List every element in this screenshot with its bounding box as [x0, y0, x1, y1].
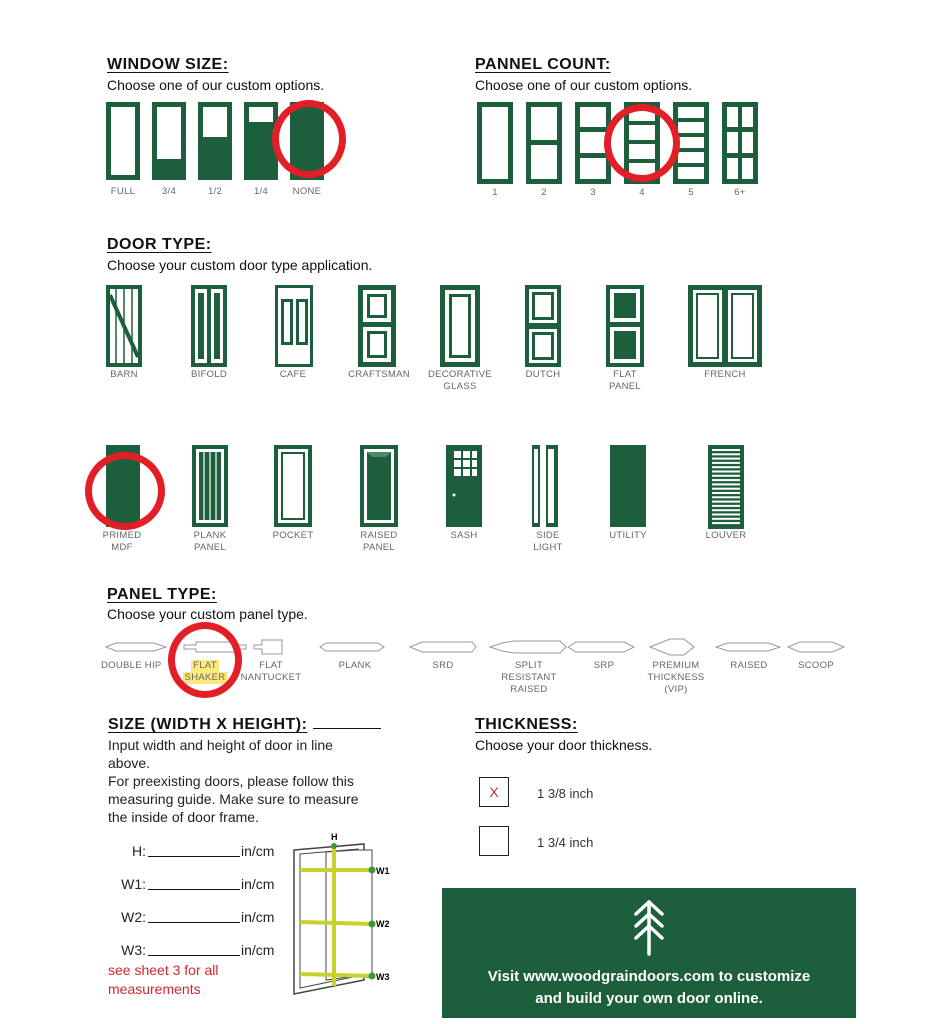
panel-count-6-plus-icon [722, 102, 758, 184]
flat-nantucket-profile-icon [254, 640, 282, 654]
panel-type-label: DOUBLE HIP [101, 660, 162, 671]
door-type-label: RAISED PANEL [360, 530, 398, 553]
pocket-door-icon [274, 445, 312, 527]
dutch-door-icon [525, 285, 561, 367]
panel-type-heading: PANEL TYPE: [107, 586, 217, 603]
panel-type-label: SPLIT RESISTANT RAISED [501, 660, 557, 695]
panel-type-label: SCOOP [798, 660, 834, 671]
door-type-label: DECORATIVE GLASS [427, 369, 493, 392]
louver-slat [712, 462, 740, 464]
thickness-option-label: 1 3/8 inch [537, 786, 594, 801]
panel-type-label: PLANK [338, 660, 372, 671]
louver-slat [712, 496, 740, 498]
door-type-label: SIDE LIGHT [533, 530, 563, 553]
width2-label: W2: [121, 909, 146, 925]
barn-door-icon [106, 285, 142, 367]
width2-input-line[interactable] [148, 922, 240, 923]
sash-door-icon [446, 445, 482, 527]
louver-slat [712, 453, 740, 455]
selection-circle [272, 100, 346, 178]
height-unit: in/cm [241, 843, 275, 859]
selection-circle [168, 622, 242, 698]
louver-slat [712, 466, 740, 468]
door-type-label: PRIMED MDF [102, 530, 142, 553]
plank-profile-icon [320, 643, 384, 651]
window-size-subtitle: Choose one of our custom options. [107, 77, 325, 93]
srd-profile-icon [410, 642, 476, 652]
louver-slat [712, 471, 740, 473]
diagram-w3-label: W3 [376, 972, 390, 982]
window-size-heading: WINDOW SIZE: [107, 56, 229, 73]
size-heading: SIZE (WIDTH X HEIGHT): [108, 716, 381, 734]
louver-slat [712, 488, 740, 490]
window-half-icon [198, 102, 232, 180]
door-type-row2-graphic [100, 445, 770, 529]
width1-input-line[interactable] [148, 889, 240, 890]
bifold-door-icon [191, 285, 227, 367]
panel-type-label: SRD [432, 660, 454, 671]
door-type-label: BIFOLD [190, 369, 228, 380]
thickness-option-label: 1 3/4 inch [537, 835, 594, 850]
diagram-w1-label: W1 [376, 866, 390, 876]
window-option-label: 1/2 [207, 186, 223, 197]
selection-circle [85, 452, 165, 530]
louver-slat [712, 514, 740, 516]
panel-type-subtitle: Choose your custom panel type. [107, 606, 308, 622]
diagram-h-label: H [331, 832, 338, 842]
width1-unit: in/cm [241, 876, 275, 892]
door-type-label: SASH [450, 530, 478, 541]
width3-label: W3: [121, 942, 146, 958]
louver-slat [712, 505, 740, 507]
width3-unit: in/cm [241, 942, 275, 958]
panel-count-label: 5 [688, 187, 694, 198]
french-door-icon [688, 285, 762, 367]
door-type-heading: DOOR TYPE: [107, 236, 212, 253]
louver-slat [712, 458, 740, 460]
panel-type-label: RAISED [730, 660, 768, 671]
panel-count-2-icon [526, 102, 562, 184]
width2-unit: in/cm [241, 909, 275, 925]
door-type-label: CAFE [279, 369, 307, 380]
utility-door-icon [610, 445, 646, 527]
louver-slat [712, 518, 740, 520]
door-type-label: BARN [110, 369, 138, 380]
window-option-label: 1/4 [253, 186, 269, 197]
cafe-door-icon [275, 285, 313, 367]
door-type-label: DUTCH [525, 369, 561, 380]
flat-panel-door-icon [606, 285, 644, 367]
door-type-row1-graphic [100, 285, 770, 367]
louver-slat [712, 501, 740, 503]
panel-type-label: PREMIUM THICKNESS (VIP) [647, 660, 705, 695]
size-instructions: Input width and height of door in line above. For preexisting doors, please follow this measuring guide. Make sure to measure the inside of door frame. [108, 737, 359, 825]
selection-circle [604, 104, 680, 182]
panel-type-label: FLAT SHAKER [184, 660, 226, 683]
louver-slat [712, 475, 740, 477]
panel-count-1-icon [477, 102, 513, 184]
height-input-line[interactable] [148, 856, 240, 857]
louver-slat [712, 449, 740, 451]
raised-profile-icon [716, 643, 780, 651]
promo-text: Visit www.woodgraindoors.com to customize and build your own door online. [487, 968, 811, 1007]
door-type-subtitle: Choose your custom door type application. [107, 257, 373, 273]
thickness-heading: THICKNESS: [475, 716, 578, 733]
door-type-label: FLAT PANEL [609, 369, 641, 392]
side-light-door-icon [532, 445, 558, 527]
louver-slat [712, 492, 740, 494]
window-full-icon [106, 102, 140, 180]
measurement-note: see sheet 3 for all measurements [108, 962, 219, 997]
louver-door-icon [708, 445, 744, 529]
louver-slat [712, 522, 740, 524]
height-label: H: [132, 843, 146, 859]
louver-slat [712, 509, 740, 511]
srp-profile-icon [568, 642, 634, 652]
plank-panel-door-icon [192, 445, 228, 527]
panel-type-label: FLAT NANTUCKET [240, 660, 302, 683]
premium-thickness-profile-icon [650, 639, 694, 655]
door-type-label: PLANK PANEL [193, 530, 227, 553]
window-option-label: 3/4 [161, 186, 177, 197]
measuring-guide-diagram [286, 830, 396, 1000]
panel-count-label: 1 [492, 187, 498, 198]
panel-count-label: 6+ [734, 187, 746, 198]
window-three-quarter-icon [152, 102, 186, 180]
double-hip-profile-icon [106, 643, 166, 651]
door-type-label: POCKET [272, 530, 314, 541]
panel-count-heading: PANNEL COUNT: [475, 56, 611, 73]
louver-slat [712, 479, 740, 481]
panel-type-label: SRP [593, 660, 615, 671]
thickness-subtitle: Choose your door thickness. [475, 737, 653, 753]
decorative-glass-door-icon [440, 285, 480, 367]
door-type-label: LOUVER [705, 530, 747, 541]
panel-count-label: 2 [541, 187, 547, 198]
panel-count-label: 3 [590, 187, 596, 198]
thickness-checkbox-1-3-8[interactable]: X [479, 777, 509, 807]
window-option-label: FULL [110, 186, 136, 197]
door-type-label: UTILITY [609, 530, 647, 541]
panel-count-label: 4 [639, 187, 645, 198]
louver-slat [712, 483, 740, 485]
width3-input-line[interactable] [148, 955, 240, 956]
door-type-label: FRENCH [704, 369, 746, 380]
door-type-label: CRAFTSMAN [348, 369, 410, 380]
craftsman-door-icon [358, 285, 396, 367]
width1-label: W1: [121, 876, 146, 892]
panel-count-subtitle: Choose one of our custom options. [475, 77, 693, 93]
promo-banner[interactable] [442, 888, 856, 1018]
raised-panel-door-icon [360, 445, 398, 527]
split-resistant-raised-profile-icon [490, 641, 566, 653]
window-option-label: NONE [292, 186, 322, 197]
scoop-profile-icon [788, 642, 844, 652]
tree-logo-icon [632, 898, 666, 956]
diagram-w2-label: W2 [376, 919, 390, 929]
thickness-checkbox-1-3-4[interactable] [479, 826, 509, 856]
